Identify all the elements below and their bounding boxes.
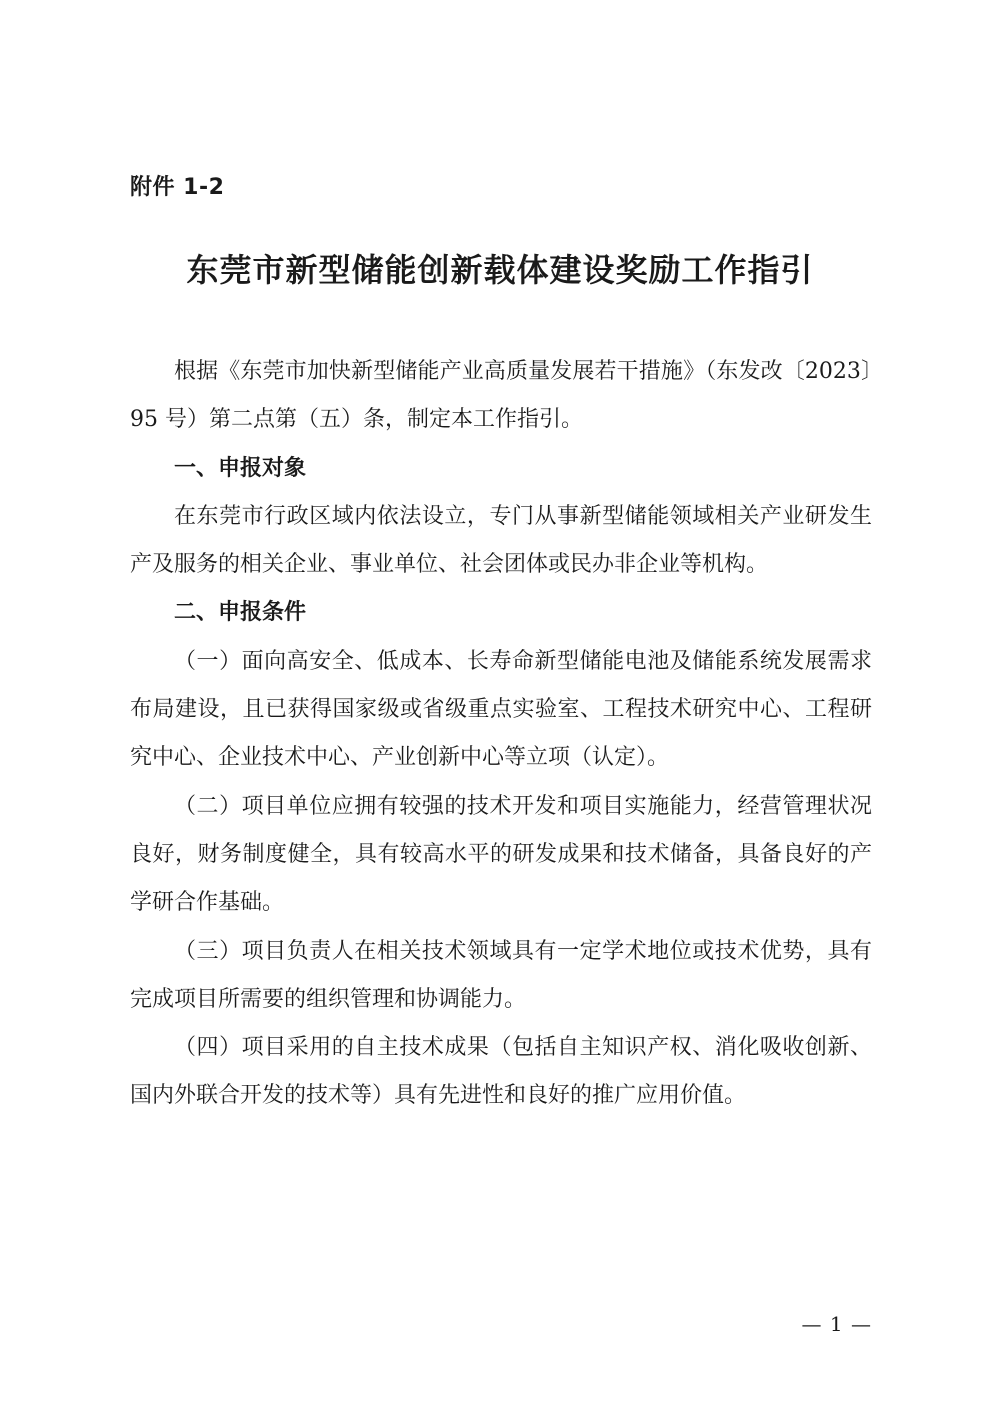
condition-item-3: （三）项目负责人在相关技术领域具有一定学术地位或技术优势，具有完成项目所需要的组织管理和协调能力。	[130, 938, 872, 1012]
page-number: — 1 —	[801, 1312, 872, 1336]
document-body	[130, 348, 872, 1121]
document-title: 东莞市新型储能创新载体建设奖励工作指引	[186, 251, 814, 289]
condition-item-1: （一）面向高安全、低成本、长寿命新型储能电池及储能系统发展需求布局建设，且已获得国家级或省级重点实验室、工程技术研究中心、工程研究中心、企业技术中心、产业创新中心等立项（认定）。	[130, 648, 872, 771]
attachment-label: 附件 1-2	[130, 175, 225, 200]
section-heading-applicants: 一、申报对象	[174, 455, 307, 481]
condition-item-4: （四）项目采用的自主技术成果（包括自主知识产权、消化吸收创新、国内外联合开发的技术等）具有先进性和良好的推广应用价值。	[130, 1035, 872, 1109]
applicants-paragraph: 在东莞市行政区域内依法设立，专门从事新型储能领域相关产业研发生产及服务的相关企业、事业单位、社会团体或民办非企业等机构。	[130, 503, 872, 578]
condition-item-2: （二）项目单位应拥有较强的技术开发和项目实施能力，经营管理状况良好，财务制度健全，具有较高水平的研发成果和技术储备，具备良好的产学研合作基础。	[130, 793, 872, 916]
section-heading-conditions: 二、申报条件	[174, 600, 307, 626]
intro-paragraph: 根据《东莞市加快新型储能产业高质量发展若干措施》（东发改〔2023〕95 号）第二点第（五）条，制定本工作指引。	[130, 359, 872, 433]
